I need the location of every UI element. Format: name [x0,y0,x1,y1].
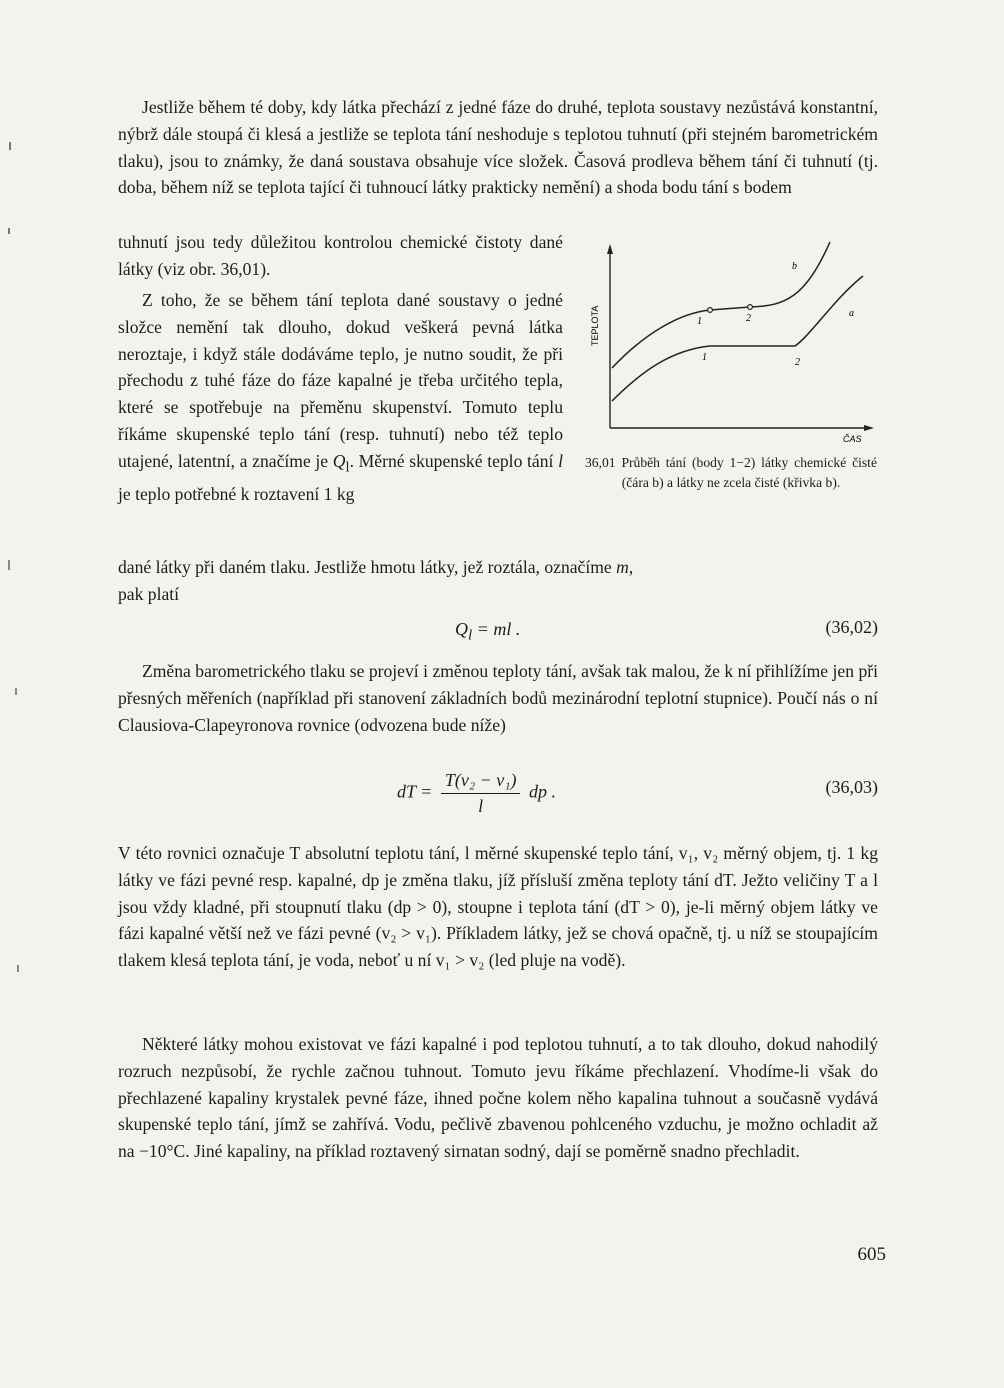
eq2-numerator: T(v₂ − v₁) [441,770,521,794]
equation-number-36-03: (36,03) [825,777,878,797]
scan-margin-marks [0,0,40,1388]
paragraph-2 [118,287,563,508]
equation-36-02 [455,619,520,645]
y-axis-arrow [607,244,613,254]
eq1-lhs: Q [455,619,468,639]
figure-36-01 [585,238,880,448]
equation-number-36-02: (36,02) [825,617,878,637]
eq2-fraction [441,770,521,817]
curve-a-point-2-label: 2 [795,357,800,368]
y-axis-label: TEPLOTA [590,305,600,346]
equation-36-03 [397,770,556,817]
figure-caption [585,453,877,493]
curve-b-label: b [792,261,797,272]
paragraph-2-text: Z toho, že se během tání teplota dané soustavy o jedné složce nemění tak dlouho, dokud veškerá pevná látka neroztaje, i když stále dodáváme teplo, je nutno soudit, že při přechodu z tuhé fáze do fáze kapalné je třeba určitého tepla, které se spotřebuje na přeměnu skupenství. Tomuto teplu říkáme skupenské teplo tání (resp. tuhnutí) nebo též teplo utajené, latentní, a značíme je [118,290,563,471]
paragraph-2-last: pak platí [118,584,180,604]
curve-a-label: a [849,308,854,319]
paragraph-5: Některé látky mohou existovat ve fázi kapalné i pod teplotou tuhnutí, a to tak dlouho, dokud nahodilý rozruch nezpůsobí, že rychle začnou tuhnout. Tomuto jevu říkáme přechlazení. Vhodíme-li však do přechlazené kapaliny krystalek pevné fáze, ihned počne kolem něho kapalina tuhnout a současně vydává skupenské teplo tání, jímž se zahřívá. Vodu, pečlivě zbavenou pohlceného vzduchu, je možno ochladit až na −10°C. Jiné kapaliny, na příklad roztavený sirnatan sodný, dají se poměrně snadno přechladit. [118,1034,878,1162]
eq2-denominator: l [478,796,484,816]
curve-b-point-2-label: 2 [746,313,751,324]
symbol-q-sub: l [345,459,350,476]
symbol-l: l [558,450,563,471]
curve-b [612,242,830,368]
paragraph-2-full-end: , [628,557,634,577]
caption-number: 36,01 [585,455,616,470]
paragraph-2-full-text: dané látky při daném tlaku. Jestliže hmotu látky, jež roztála, označíme [118,557,612,577]
curve-a-point-1-label: 1 [702,352,707,363]
curve-b-point-1 [708,308,713,313]
paragraph-1: Jestliže během té doby, kdy látka přechází z jedné fáze do druhé, teplota soustavy nezůstává konstantní, nýbrž dále stoupá či klesá a jestliže se teplota tání neshoduje s teplotou tuhnutí (při stejném barometrickém tlaku), jsou to známky, že daná soustava obsahuje více složek. Časová prodleva během tání či tuhnutí (tj. doba, během níž se teplota tající či tuhnoucí látky prakticky nemění) a shoda bodu tání s bodem [118,97,878,198]
symbol-q: Q [332,450,346,471]
eq2-lhs: dT = [397,781,433,802]
x-axis-label: ČAS [843,434,862,444]
page-number: 605 [857,1244,886,1265]
curve-b-point-2 [748,305,753,310]
paragraph-2-tail: . Měrné skupenské teplo tání [349,450,554,471]
paragraph-2-full [118,554,878,581]
eq2-rhs: dp . [528,781,556,802]
curve-a [612,276,863,401]
curve-b-point-1-label: 1 [697,316,702,327]
eq1-rhs: = ml . [476,619,521,639]
caption-text: Průběh tání (body 1−2) látky chemické čisté (čára b) a látky ne zcela čisté (křivka b). [621,455,877,490]
paragraph-4: V této rovnici označuje T absolutní teplotu tání, l měrné skupenské teplo tání, v₁, v₂ měrný objem, tj. 1 kg látky ve fázi pevné resp. kapalné, dp je změna tlaku, jíž přísluší změna teploty tání dT. Ježto veličiny T a l jsou vždy kladné, při stoupnutí tlaku (dp > 0), stoupne i teplota tání (dT > 0), je-li měrný objem látky ve fázi kapalné větší než ve fázi pevné (v₂ > v₁). Příkladem látky, jež se chová opačně, tj. u níž se stoupajícím tlakem klesá teplota tání, je voda, neboť u ní v₁ > v₂ (led pluje na vodě). [118,843,878,971]
paragraph-3: Změna barometrického tlaku se projeví i změnou teploty tání, avšak tak malou, že k ní přihlížíme jen při přesných měřeních (například při stanovení základních bodů mezinárodní teplotní stupnice). Poučí nás o ní Clausiova-Clapeyronova rovnice (odvozena bude níže) [118,661,878,735]
eq1-lhs-sub: l [468,627,473,644]
paragraph-1-continued: tuhnutí jsou tedy důležitou kontrolou chemické čistoty dané látky (viz obr. 36,01). [118,232,563,279]
paragraph-2-end: je teplo potřebné k roztavení 1 kg [118,484,355,505]
x-axis-arrow [864,425,874,431]
symbol-m: m [616,557,629,577]
